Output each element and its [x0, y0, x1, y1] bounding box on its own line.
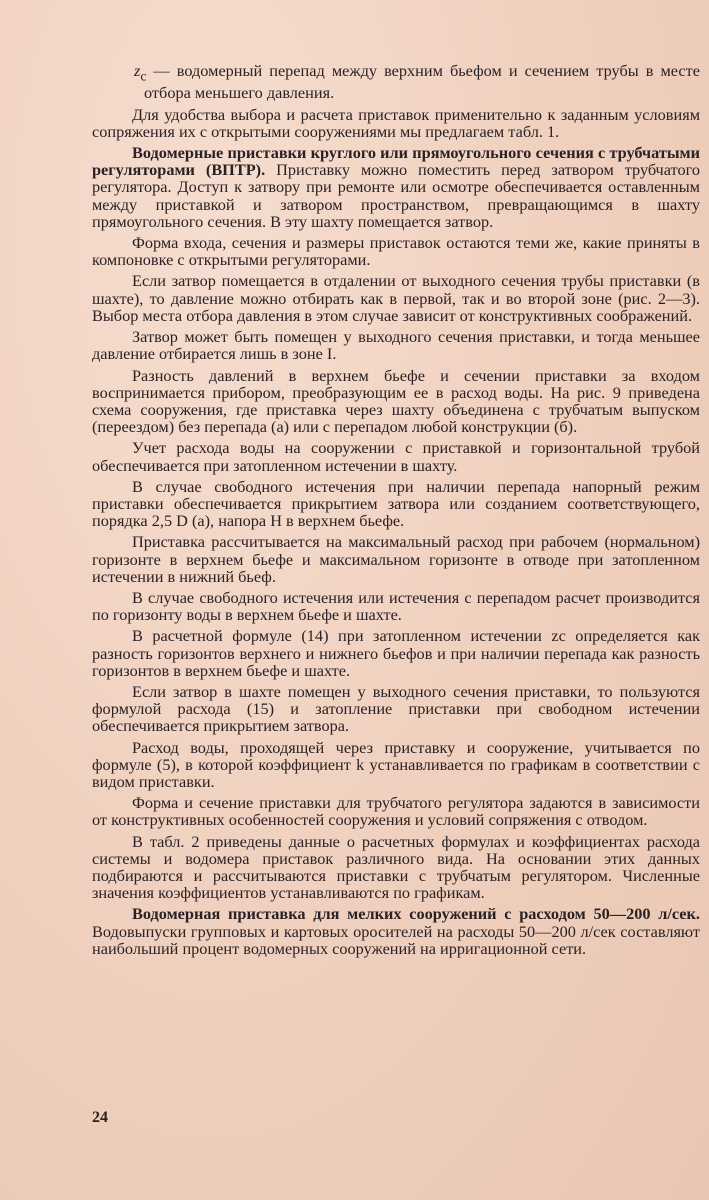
paragraph: Приставка рассчитывается на максимальный расход при рабочем (нормальном) горизонте в верхнем бьефе и максимальном горизонте в отводе при затопленном истечении в нижний бьеф. — [92, 532, 700, 586]
section-heading: Водомерные приставки круглого или прямоугольного сечения с трубчатыми регуляторами (ВПТР). — [92, 143, 700, 180]
definition-paragraph — [92, 62, 700, 102]
paragraph: В расчетной формуле (14) при затопленном истечении zc определяется как разность горизонтов верхнего и нижнего бьефов и при наличии перепада как разность горизонтов в верхнем бьефе и шахте. — [92, 626, 700, 680]
section-heading-paragraph: Водомерная приставка для мелких сооружений с расходом 50—200 л/сек. Водовыпуски групповых и картовых оросителей на расходы 50—200 л/сек составляют наибольший процент водомерных сооружений на ирригационной сети. — [92, 904, 700, 958]
paragraph: Разность давлений в верхнем бьефе и сечении приставки за входом воспринимается прибором, преобразующим ее в расход воды. На рис. 9 приведена схема сооружения, где приставка через шахту объединена с трубчатым выпуском (переездом) без перепада (а) или с перепадом любой конструкции (б). — [92, 365, 700, 437]
section-heading-paragraph: Водомерные приставки круглого или прямоугольного сечения с трубчатыми регуляторами (ВПТР). Приставку можно поместить перед затвором трубчатого регулятора. Доступ к затвору при ремонте или осмотре обеспечивается оставленным между приставкой и затвором пространством, превращающимся в шахту прямоугольного сечения. В эту шахту помещается затвор. — [92, 143, 701, 231]
paragraph: Если затвор помещается в отдалении от выходного сечения трубы приставки (в шахте), то давление можно отбирать как в первой, так и во второй зоне (рис. 2—3). Выбор места отбора давления в этом случае зависит от конструктивных соображений. — [92, 271, 700, 325]
paragraph: Затвор может быть помещен у выходного сечения приставки, и тогда меньшее давление отбирается лишь в зоне I. — [92, 327, 700, 364]
page-body — [92, 62, 700, 961]
section-heading: Водомерная приставка для мелких сооружений с расходом 50—200 л/сек. — [132, 904, 700, 924]
symbol-subscript: c — [140, 68, 147, 84]
symbol: z — [134, 61, 141, 80]
paragraph: Расход воды, проходящей через приставку и сооружение, учитывается по формуле (5), в которой коэффициент k устанавливается по графикам в соответствии с видом приставки. — [92, 737, 700, 791]
paragraph: В табл. 2 приведены данные о расчетных формулах и коэффициентах расхода системы и водомера приставок различного вида. На основании этих данных подбираются и рассчитываются приставки с трубчатым регулятором. Численные значения коэффициентов устанавливаются по графикам. — [92, 831, 700, 903]
paragraph: Форма и сечение приставки для трубчатого регулятора задаются в зависимости от конструктивных особенностей сооружения и условий сопряжения с отводом. — [92, 793, 700, 830]
definition-text: — водомерный перепад между верхним бьефом и сечением трубы в месте отбора меньшего давления. — [144, 61, 700, 103]
paragraph: Форма входа, сечения и размеры приставок остаются теми же, какие приняты в компоновке с открытыми регуляторами. — [92, 233, 700, 270]
paragraph: Если затвор в шахте помещен у выходного сечения приставки, то пользуются формулой расхода (15) и затопление приставки при свободном истечении обеспечивается прикрытием затвора. — [92, 681, 700, 736]
paragraph: В случае свободного истечения или истечения с перепадом расчет производится по горизонту воды в верхнем бьефе и шахте. — [92, 587, 700, 625]
paragraph: Учет расхода воды на сооружении с приставкой и горизонтальной трубой обеспечивается при затопленном истечении в шахту. — [92, 438, 700, 475]
page-number: 24 — [92, 1109, 108, 1126]
paragraph: В случае свободного истечения при наличии перепада напорный режим приставки обеспечивается прикрытием затвора или созданием соответствующего, порядка 2,5 D (а), напора H в верхнем бьефе. — [92, 476, 700, 531]
paragraph: Для удобства выбора и расчета приставок применительно к заданным условиям сопряжения их с открытыми сооружениями мы предлагаем табл. 1. — [92, 104, 700, 141]
